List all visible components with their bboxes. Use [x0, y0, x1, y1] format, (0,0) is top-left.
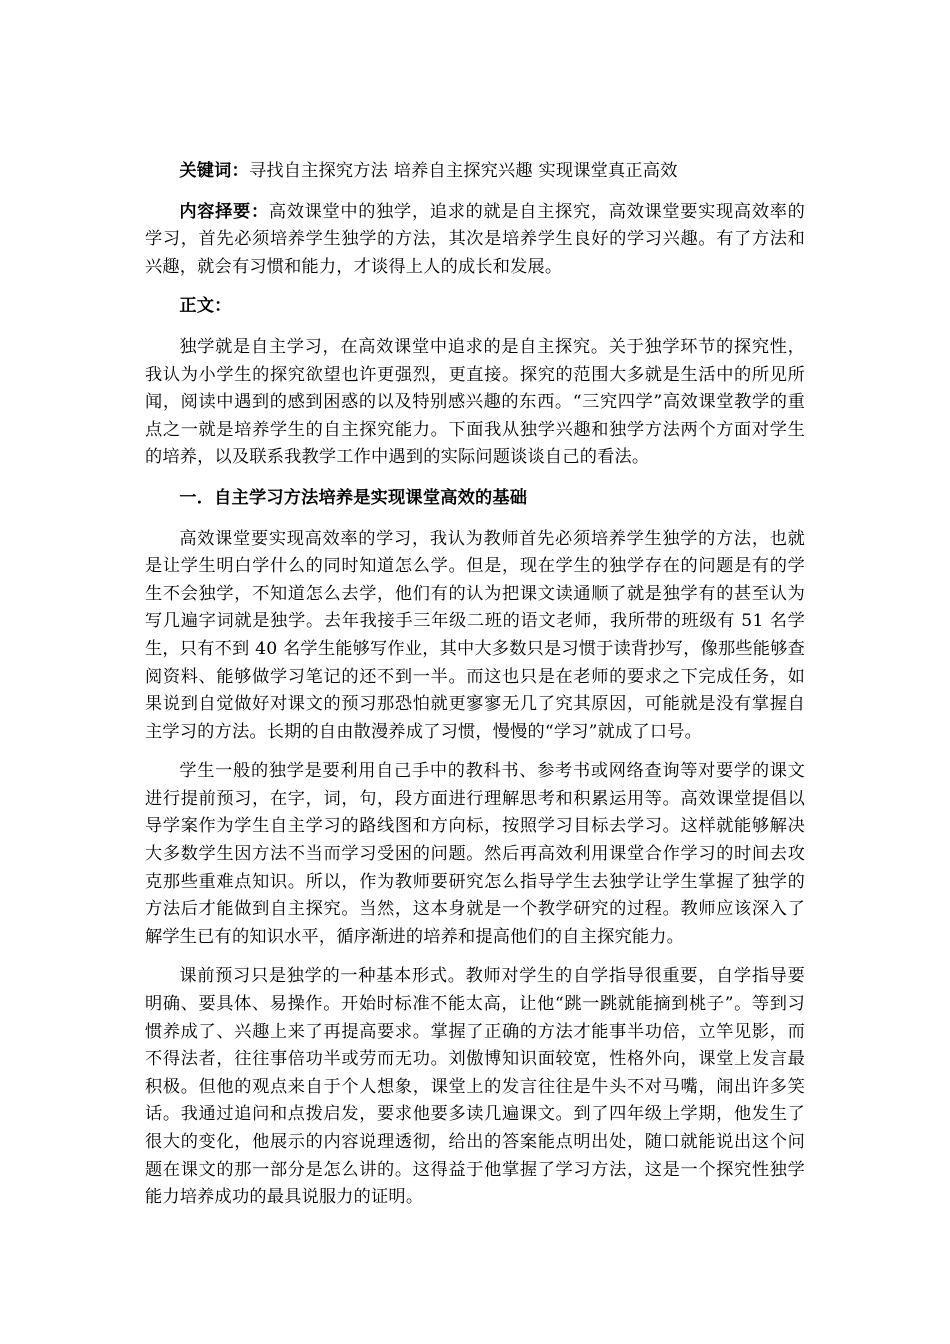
section-1-paragraph-3: 课前预习只是独学的一种基本形式。教师对学生的自学指导很重要，自学指导要明确、要具体、易操作。开始时标准不能太高，让他“跳一跳就能摘到桃子”。等到习惯养成了、兴趣上来了再提高要求。掌握了正确的方法才能事半功倍，立竿见影，而不得法者，往往事倍功半或劳而无功。刘傲博知识面较宽，性格外向，课堂上发言最积极。但他的观点来自于个人想象，课堂上的发言往往是牛头不对马嘴，闹出许多笑话。我通过追问和点拨启发，要求他要多读几遍课文。到了四年级上学期，他发生了很大的变化，他展示的内容说理透彻，给出的答案能点明出处，随口就能说出这个问题在课文的那一部分是怎么讲的。这得益于他掌握了学习方法，这是一个探究性独学能力培养成功的最具说服力的证明。	[145, 966, 805, 1208]
body-heading	[145, 293, 805, 321]
keywords-text: 寻找自主探究方法 培养自主探究兴趣 实现课堂真正高效	[248, 161, 678, 181]
section-1-paragraph-2: 学生一般的独学是要利用自己手中的教科书、参考书或网络查询等对要学的课文进行提前预习，在字，词，句，段方面进行理解思考和积累运用等。高效课堂提倡以导学案作为学生自主学习的路线图和方向标，按照学习目标去学习。这样就能够解决大多数学生因方法不当而学习受困的问题。然后再高效利用课堂合作学习的时间去攻克那些重难点知识。所以，作为教师要研究怎么指导学生去独学让学生掌握了独学的方法后才能做到自主探究。当然，这本身就是一个教学研究的过程。教师应该深入了解学生已有的知识水平，循序渐进的培养和提高他们的自主探究能力。	[145, 761, 805, 947]
abstract-label: 内容择要：	[179, 201, 269, 222]
keywords-label: 关键词：	[179, 161, 249, 181]
keywords-paragraph	[145, 158, 805, 186]
body-label: 正文：	[179, 296, 232, 317]
abstract-paragraph	[145, 199, 805, 282]
intro-paragraph: 独学就是自主学习，在高效课堂中追求的是自主探究。关于独学环节的探究性，我认为小学生的探究欲望也许更强烈，更直接。探究的范围大多就是生活中的所见所闻，阅读中遇到的感到困惑的以及特别感兴趣的东西。“三究四学”高效课堂教学的重点之一就是培养学生的自主探究能力。下面我从独学兴趣和独学方法两个方面对学生的培养，以及联系我教学工作中遇到的实际问题谈谈自己的看法。	[145, 336, 805, 468]
document-page	[145, 158, 805, 1212]
section-1-title: 一．自主学习方法培养是实现课堂高效的基础	[179, 487, 528, 508]
abstract-text: 高效课堂中的独学，追求的就是自主探究，高效课堂要实现高效率的学习，首先必须培养学生独学的方法，其次是培养学生良好的学习兴趣。有了方法和兴趣，就会有习惯和能力，才谈得上人的成长和发展。	[145, 201, 805, 277]
section-1-paragraph-1: 高效课堂要实现高效率的学习，我认为教师首先必须培养学生独学的方法，也就是让学生明白学什么的同时知道怎么学。但是，现在学生的独学存在的问题是有的学生不会独学，不知道怎么去学，他们有的认为把课文读通顺了就是独学有的甚至认为写几遍字词就是独学。去年我接手三年级二班的语文老师，我所带的班级有 51 名学生，只有不到 40 名学生能够写作业，其中大多数只是习惯于读背抄写，像那些能够查阅资料、能够做学习笔记的还不到一半。而这也只是在老师的要求之下完成任务，如果说到自觉做好对课文的预习那恐怕就更寥寥无几了究其原因，可能就是没有掌握自主学习的方法。长期的自由散漫养成了习惯，慢慢的“学习”就成了口号。	[145, 528, 805, 742]
